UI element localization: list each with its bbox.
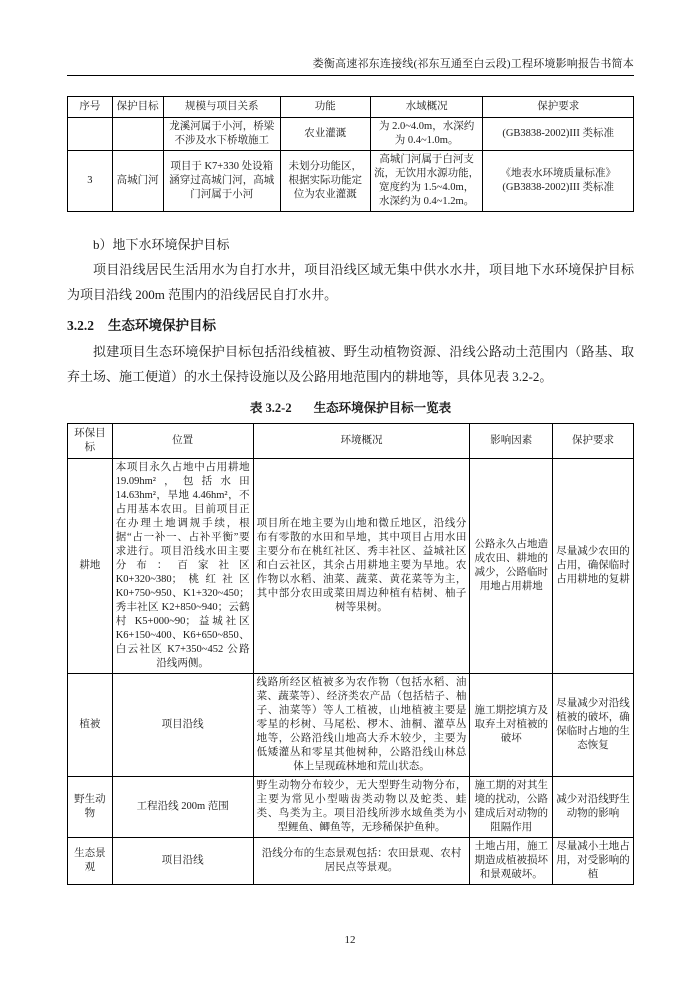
cell-seq — [68, 118, 113, 151]
table-row — [68, 151, 634, 212]
cell-env-overview: 线路所经区植被多为农作物（包括水稻、油菜、蔬菜等）、经济类农产品（包括桔子、柚子、油菜等）等人工植被，山地植被主要是零星的杉树、马尾松、椤木、油桐、灌草丛地等，公路沿线山地高大乔木较少，主要为低矮灌丛和零星其他树种，公路沿线山林总体上呈现疏林地和荒山状态。 — [253, 674, 470, 777]
column-header-target: 保护目标 — [112, 97, 163, 118]
section-heading-3-2-2 — [67, 313, 634, 339]
column-header-seq: 序号 — [68, 97, 113, 118]
cell-requirement: 减少对沿线野生动物的影响 — [553, 777, 634, 838]
ecology-protection-table — [67, 423, 634, 885]
cell-target: 高城门河 — [112, 151, 163, 212]
cell-relation: 龙溪河属于小河，桥梁不涉及水下桥墩施工 — [163, 118, 280, 151]
cell-location: 项目沿线 — [112, 674, 253, 777]
cell-eco-target: 野生动物 — [68, 777, 113, 838]
column-header-relation: 规模与项目关系 — [163, 97, 280, 118]
cell-water-overview: 为 2.0~4.0m，水深约为 0.4~1.0m。 — [370, 118, 483, 151]
section-number: 3.2.2 — [67, 318, 94, 333]
table-header-row — [68, 424, 634, 459]
cell-location: 本项目永久占地中占用耕地 19.09hm²，包括水田 14.63hm²，旱地 4.46hm²，不占用基本农田。目前项目正在办理土地调规手续，根据“占一补一、占补平衡”要求进行。项目沿线水田主要分布：百家社区 K0+320~380；桃红社区 K0+750~950、K1+320~450；秀丰社区 K2+850~940；云鹤村 K5+000~90；益城社区 K6+150~400、K6+650~850、白云社区 K7+350~452 公路沿线两侧。 — [112, 459, 253, 674]
cell-requirement: 尽量减少对沿线植被的破坏，确保临时占地的生态恢复 — [553, 674, 634, 777]
cell-requirement: 尽量减少农田的占用，确保临时占用耕地的复耕 — [553, 459, 634, 674]
document-header — [67, 57, 634, 76]
column-header-location: 位置 — [112, 424, 253, 459]
table-row-landscape — [68, 838, 634, 885]
table-row-vegetation — [68, 674, 634, 777]
cell-requirement: (GB3838-2002)III 类标准 — [483, 118, 634, 151]
column-header-eco-target: 环保目标 — [68, 424, 113, 459]
table-header-row — [68, 97, 634, 118]
table-row — [68, 118, 634, 151]
page-number: 12 — [344, 934, 356, 946]
cell-env-overview: 沿线分布的生态景观包括：农田景观、农村居民点等景观。 — [253, 838, 470, 885]
cell-requirement: 《地表水环境质量标准》 (GB3838-2002)III 类标准 — [483, 151, 634, 212]
cell-env-overview: 野生动物分布较少，无大型野生动物分布，主要为常见小型啮齿类动物以及蛇类、蛙类、鸟类为主。项目沿线所涉水域鱼类为小型鲤鱼、鲫鱼等，无珍稀保护鱼种。 — [253, 777, 470, 838]
ecology-paragraph: 拟建项目生态环境保护目标包括沿线植被、野生动植物资源、沿线公路动土范围内（路基、取弃土场、施工便道）的水土保持设施以及公路用地范围内的耕地等，具体见表 3.2-2。 — [67, 344, 634, 384]
cell-target — [112, 118, 163, 151]
cell-water-overview: 高城门河属于白河支流，无饮用水源功能，宽度约为 1.5~4.0m，水深约为 0.4~1.2m。 — [370, 151, 483, 212]
cell-eco-target: 植被 — [68, 674, 113, 777]
cell-function: 农业灌溉 — [280, 118, 370, 151]
cell-impact-factor: 施工期挖填方及取弃土对植被的破坏 — [470, 674, 553, 777]
cell-function: 未划分功能区，根据实际功能定位为农业灌溉 — [280, 151, 370, 212]
cell-eco-target: 生态景观 — [68, 838, 113, 885]
header-title: 娄衡高速祁东连接线(祁东互通至白云段)工程环境影响报告书简本 — [312, 58, 634, 70]
section-title: 生态环境保护目标 — [108, 318, 216, 333]
groundwater-paragraph: 项目沿线居民生活用水为自打水井，项目沿线区域无集中供水水井，项目地下水环境保护目标为项目沿线 200m 范围内的沿线居民自打水井。 — [67, 262, 634, 302]
cell-env-overview: 项目所在地主要为山地和微丘地区，沿线分布有零散的水田和旱地，其中项目占用水田主要分布在桃红社区、秀丰社区、益城社区和白云社区，其余占用耕地主要为旱地。农作物以水稻、油菜、蔬菜、黄花菜等为主，其中部分农田或菜田周边种植有桔树、柚子树等果树。 — [253, 459, 470, 674]
cell-location: 工程沿线 200m 范围 — [112, 777, 253, 838]
table-row-wildlife — [68, 777, 634, 838]
table-caption-label: 表 3.2-2 — [249, 401, 292, 415]
column-header-water-overview: 水域概况 — [370, 97, 483, 118]
cell-impact-factor: 施工期的对其生境的扰动，公路建成后对动物的阻隔作用 — [470, 777, 553, 838]
column-header-function: 功能 — [280, 97, 370, 118]
cell-location: 项目沿线 — [112, 838, 253, 885]
cell-seq: 3 — [68, 151, 113, 212]
table-caption-title: 生态环境保护目标一览表 — [313, 401, 452, 415]
table-caption — [67, 398, 634, 418]
column-header-requirement: 保护要求 — [483, 97, 634, 118]
cell-requirement: 尽量减小土地占用，对受影响的植 — [553, 838, 634, 885]
column-header-env-overview: 环境概况 — [253, 424, 470, 459]
cell-eco-target: 耕地 — [68, 459, 113, 674]
cell-relation: 项目于 K7+330 处设箱涵穿过高城门河，高城门河属于小河 — [163, 151, 280, 212]
header-rule — [67, 75, 634, 76]
cell-impact-factor: 公路永久占地造成农田、耕地的减少，公路临时用地占用耕地 — [470, 459, 553, 674]
cell-impact-factor: 土地占用，施工期造成植被损坏和景观破坏。 — [470, 838, 553, 885]
table-row-farmland — [68, 459, 634, 674]
surface-water-protection-table — [67, 96, 634, 212]
groundwater-subheading: b）地下水环境保护目标 — [93, 237, 230, 252]
column-header-impact-factor: 影响因素 — [470, 424, 553, 459]
column-header-requirement: 保护要求 — [553, 424, 634, 459]
